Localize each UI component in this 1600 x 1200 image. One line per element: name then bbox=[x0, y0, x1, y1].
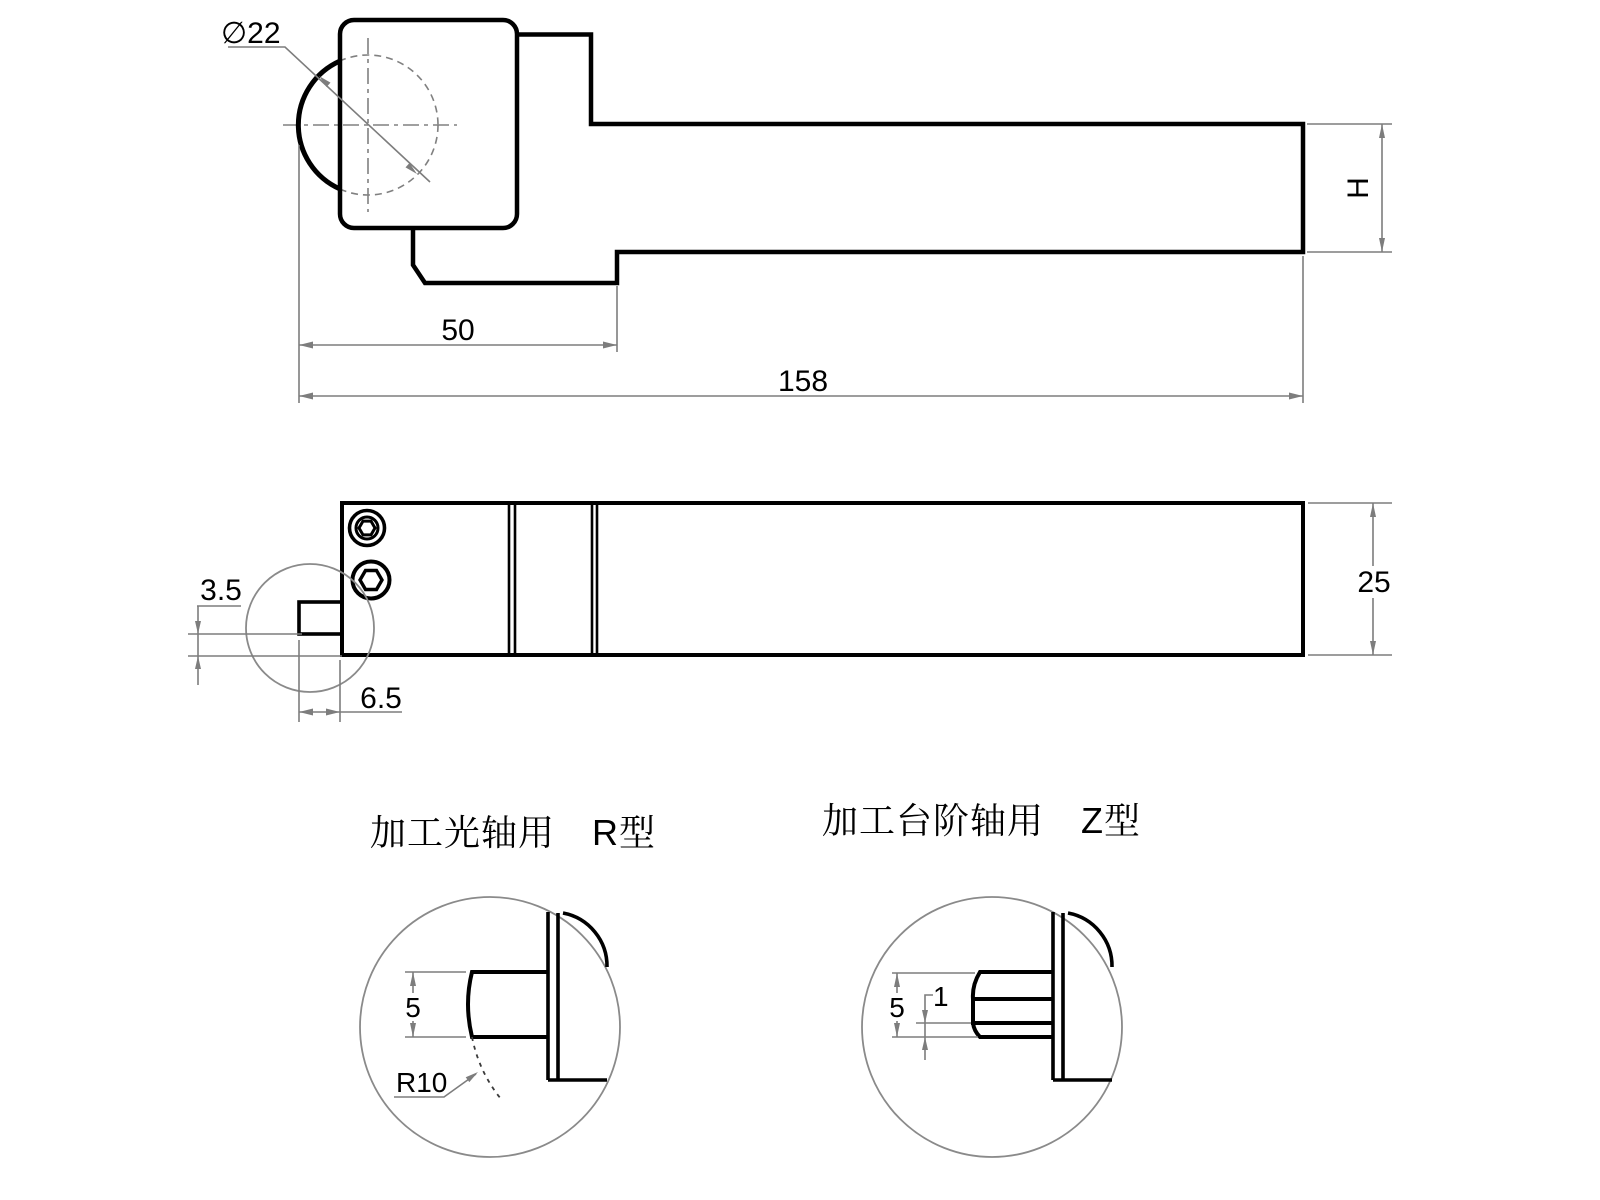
detail-z-circle bbox=[862, 897, 1122, 1157]
h-label: H bbox=[1342, 177, 1375, 199]
detail-view-r bbox=[360, 812, 656, 1157]
arrow-1-lower bbox=[922, 1037, 928, 1050]
screw-hex-socket bbox=[360, 571, 382, 590]
dim-r10 bbox=[394, 1067, 478, 1098]
shank-outline bbox=[413, 35, 1303, 284]
dim-height-h bbox=[1307, 124, 1392, 252]
dim-diameter bbox=[221, 17, 430, 182]
arrow-158-right bbox=[1289, 393, 1303, 400]
h-arrow-top bbox=[1379, 124, 1385, 138]
body-outline bbox=[342, 503, 1303, 655]
bit-r-outline bbox=[468, 972, 548, 1037]
joint-lines-2 bbox=[592, 503, 597, 655]
arrow-5-top bbox=[410, 972, 416, 986]
holder-face-lines bbox=[548, 912, 558, 1080]
detail-r-caption: 加工光轴用 R型 bbox=[370, 812, 656, 853]
dim-50 bbox=[299, 145, 617, 403]
arrow-3-5-upper bbox=[195, 621, 201, 634]
dim-1 bbox=[916, 981, 971, 1060]
arrow-5-top bbox=[894, 973, 900, 987]
label-1: 1 bbox=[933, 981, 949, 1012]
arrow-6-5-right bbox=[326, 709, 340, 716]
label-6-5: 6.5 bbox=[360, 682, 402, 715]
arrow-1-upper bbox=[922, 1010, 928, 1023]
diameter-label: ∅22 bbox=[221, 17, 281, 50]
detail-z-caption: 加工台阶轴用 Z型 bbox=[822, 800, 1141, 841]
label-3-5: 3.5 bbox=[200, 574, 242, 607]
hex-screw-bottom bbox=[353, 562, 390, 599]
label-25: 25 bbox=[1357, 566, 1391, 599]
arrow-158-left bbox=[299, 393, 313, 400]
detail-reference-circle bbox=[246, 564, 374, 692]
dim-25 bbox=[1308, 503, 1392, 655]
side-view bbox=[188, 503, 1392, 722]
dim-line-1 bbox=[925, 995, 933, 1060]
clamp-nose-arc bbox=[1068, 913, 1112, 967]
joint-lines-1 bbox=[509, 503, 515, 655]
label-158: 158 bbox=[777, 365, 829, 398]
diameter-arrow-upper bbox=[319, 76, 331, 87]
arrow-5-bottom bbox=[894, 1023, 900, 1037]
arrow-25-bottom bbox=[1370, 641, 1376, 655]
label-5: 5 bbox=[405, 992, 421, 1023]
dim-3-5 bbox=[188, 574, 342, 685]
arrow-25-top bbox=[1370, 503, 1376, 517]
label-r10: R10 bbox=[396, 1067, 448, 1098]
screw-hex-socket bbox=[359, 521, 375, 535]
holder-face-lines bbox=[1053, 912, 1063, 1080]
tool-bit bbox=[299, 602, 342, 634]
detail-view-z bbox=[822, 800, 1141, 1157]
bit-z-outline bbox=[973, 972, 1053, 1037]
arrow-6-5-left bbox=[299, 709, 313, 716]
label-50: 50 bbox=[441, 314, 475, 347]
arrow-3-5-lower bbox=[195, 656, 201, 669]
arrow-50-right bbox=[603, 342, 617, 349]
arrow-5-bottom bbox=[410, 1023, 416, 1037]
h-arrow-bottom bbox=[1379, 238, 1385, 252]
detail-r-circle bbox=[360, 897, 620, 1157]
label-5: 5 bbox=[889, 992, 905, 1023]
hex-screw-top bbox=[350, 511, 385, 546]
top-view bbox=[221, 17, 1392, 403]
r10-construction-arc bbox=[472, 1037, 501, 1099]
dim-5-r bbox=[405, 972, 466, 1037]
dim-6-5 bbox=[299, 640, 402, 722]
arrow-50-left bbox=[299, 342, 313, 349]
